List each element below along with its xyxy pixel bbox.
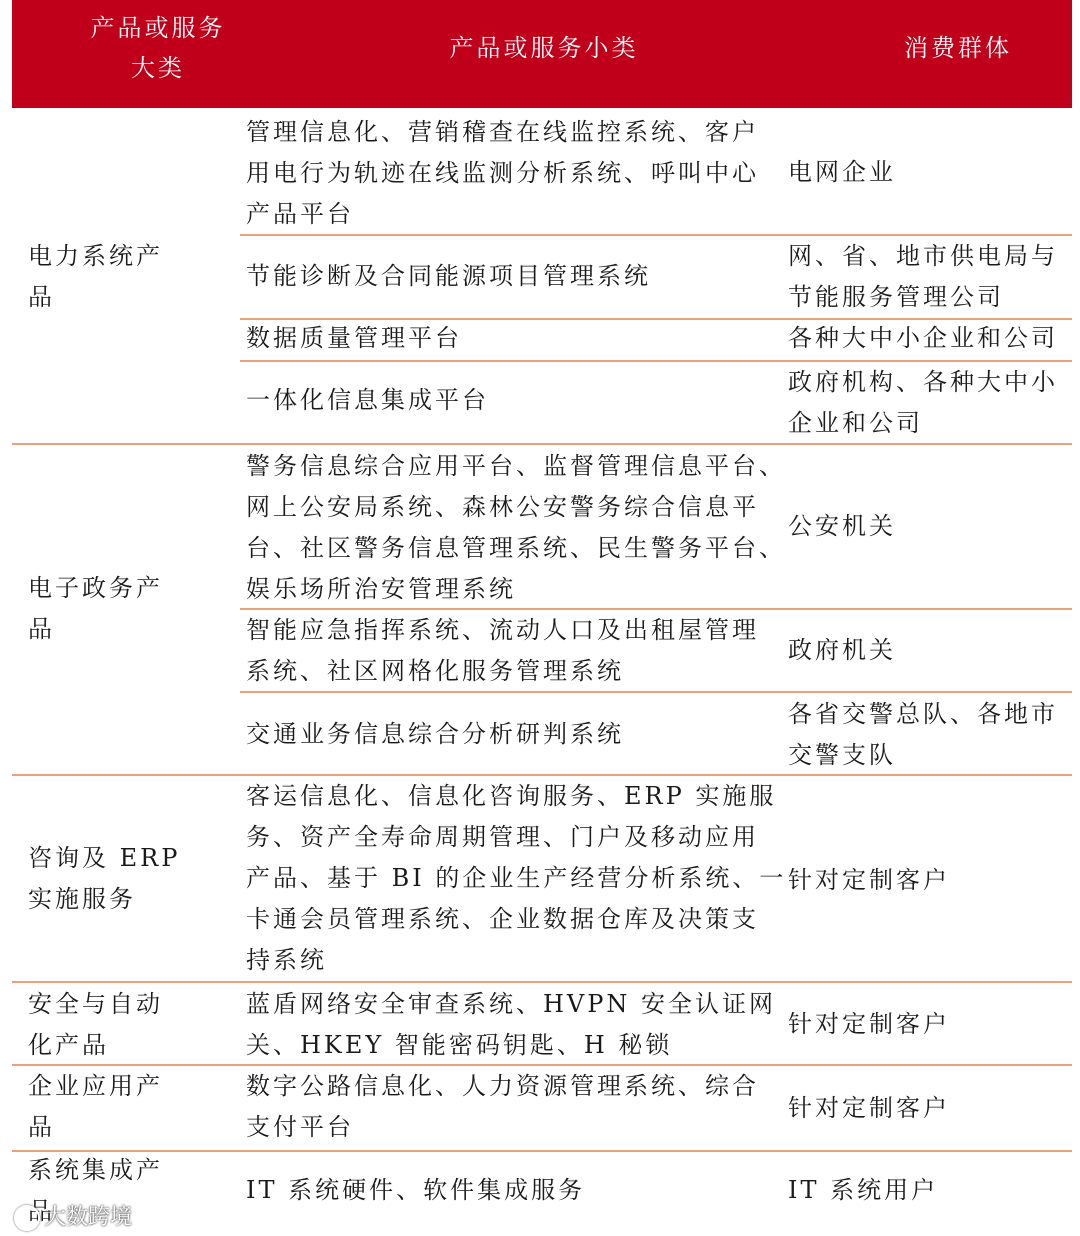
group-divider (12, 1150, 1072, 1152)
subcategory-cell: 节能诊断及合同能源项目管理系统 (246, 262, 651, 290)
watermark (14, 1200, 132, 1231)
category-cell: 企业应用产 品 (28, 1072, 163, 1141)
customer-cell: 各省交警总队、各地市 交警支队 (788, 700, 1058, 769)
subcategory-cell: 智能应急指挥系统、流动人口及出租屋管理 系统、社区网格化服务管理系统 (246, 616, 759, 685)
subcategory-cell: IT 系统硬件、软件集成服务 (246, 1176, 586, 1204)
subcategory-cell: 数据质量管理平台 (246, 324, 462, 352)
customer-cell: 电网企业 (788, 158, 896, 186)
subcategory-cell: 数字公路信息化、人力资源管理系统、综合 支付平台 (246, 1072, 759, 1141)
customer-cell: IT 系统用户 (788, 1176, 939, 1204)
header-subcategory: 产品或服务小类 (449, 34, 639, 62)
customer-cell: 公安机关 (788, 512, 896, 540)
customer-cell: 各种大中小企业和公司 (788, 324, 1058, 352)
watermark-text: 大数跨境 (44, 1205, 133, 1230)
logo-icon (14, 1205, 40, 1231)
category-cell: 电力系统产 品 (28, 242, 163, 311)
subcategory-cell: 交通业务信息综合分析研判系统 (246, 720, 624, 748)
customer-cell: 政府机关 (788, 636, 896, 664)
table-header (12, 0, 1072, 108)
subcategory-cell: 警务信息综合应用平台、监督管理信息平台、 网上公安局系统、森林公安警务综合信息平 台、社区警务信息管理系统、民生警务平台、 娱乐场所治安管理系统 (246, 452, 786, 603)
header-category: 产品或服务 大类 (90, 14, 226, 82)
header-customers: 消费群体 (904, 34, 1012, 62)
subcategory-cell: 客运信息化、信息化咨询服务、ERP 实施服 务、资产全寿命周期管理、门户及移动应用 产品、基于 BI 的企业生产经营分析系统、一 卡通会员管理系统、企业数据仓库及决策支 持系统 (246, 782, 787, 974)
customer-cell: 针对定制客户 (788, 1094, 950, 1122)
customer-cell: 针对定制客户 (788, 866, 950, 894)
subcategory-cell: 管理信息化、营销稽查在线监控系统、客户 用电行为轨迹在线监测分析系统、呼叫中心 产品平台 (246, 118, 759, 228)
row-divider (240, 691, 1072, 693)
group-divider (12, 443, 1072, 445)
customer-cell: 网、省、地市供电局与 节能服务管理公司 (788, 242, 1058, 311)
customer-cell: 针对定制客户 (788, 1010, 950, 1038)
customer-cell: 政府机构、各种大中小 企业和公司 (788, 368, 1058, 437)
subcategory-cell: 蓝盾网络安全审查系统、HVPN 安全认证网 关、HKEY 智能密码钥匙、H 秘锁 (246, 990, 777, 1059)
category-cell: 系统集成产 品 (28, 1156, 163, 1225)
category-cell: 咨询及 ERP 实施服务 (28, 844, 181, 913)
category-cell: 安全与自动 化产品 (28, 990, 163, 1059)
group-divider (12, 981, 1072, 983)
subcategory-cell: 一体化信息集成平台 (246, 386, 489, 414)
category-cell: 电子政务产 品 (28, 574, 163, 643)
